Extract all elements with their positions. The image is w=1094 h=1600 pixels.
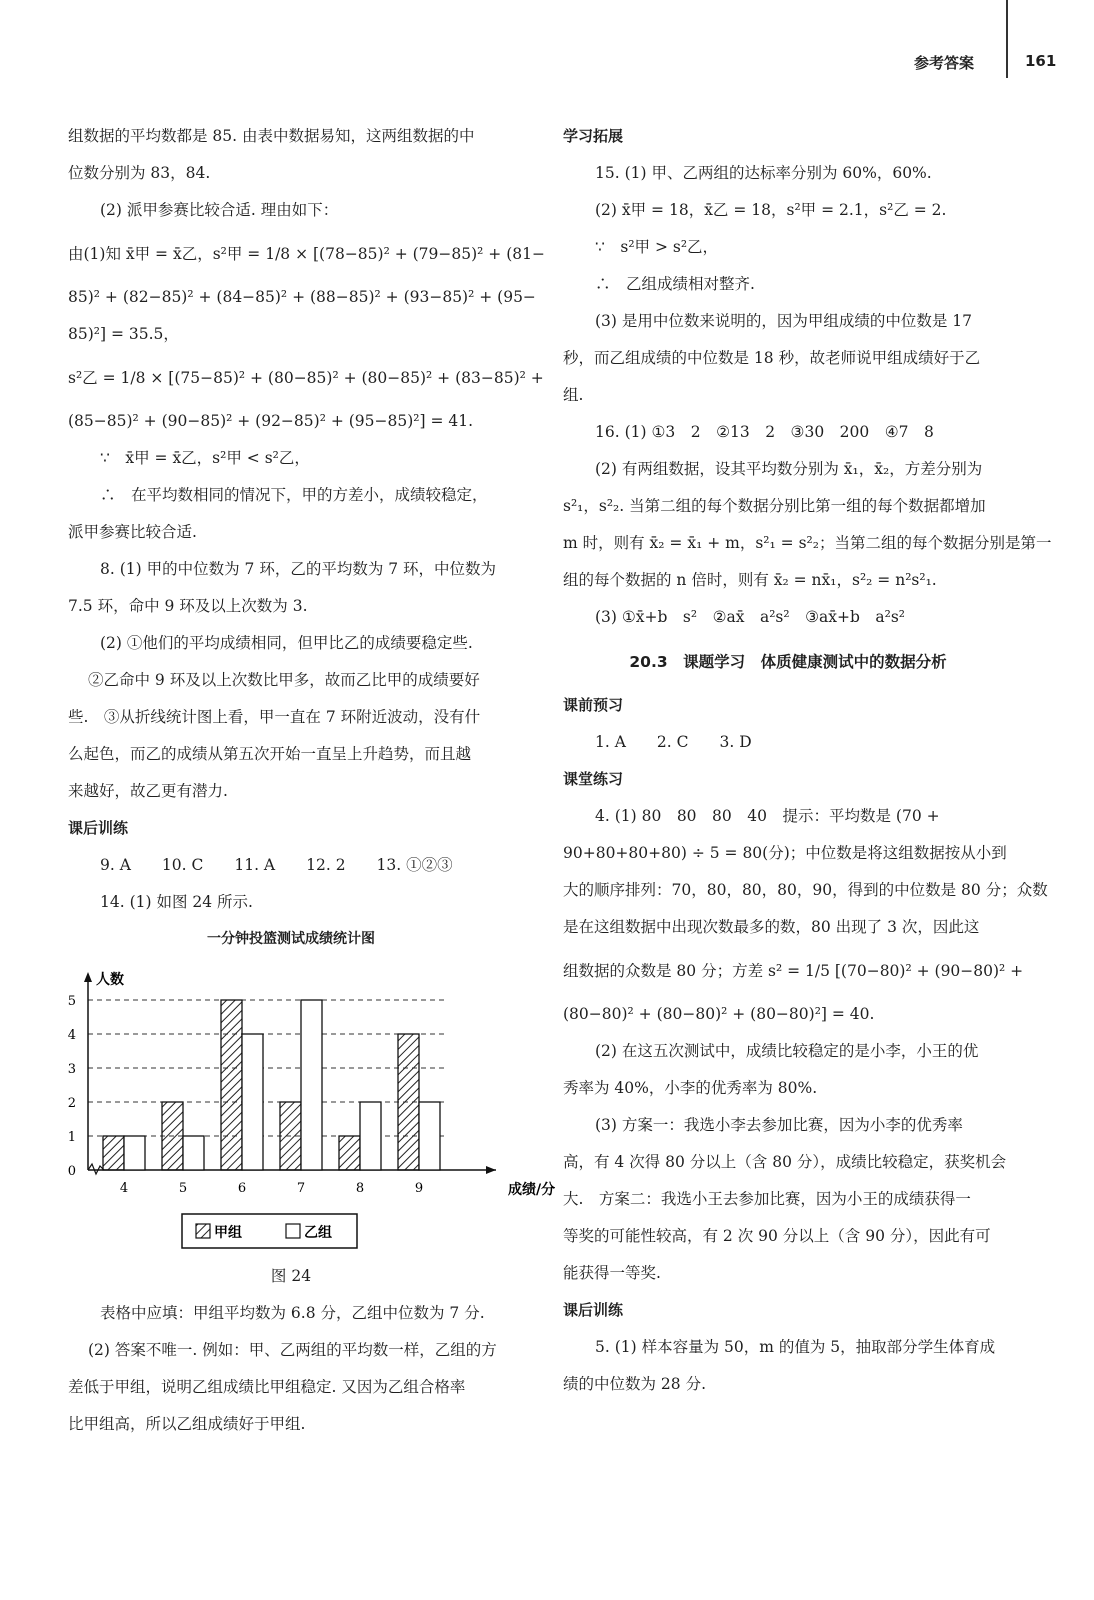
- text-line: ∵ x̄甲 = x̄乙，s²甲 < s²乙，: [100, 449, 310, 467]
- bar-chart: [56, 958, 556, 1258]
- bar-group-b: [419, 1102, 440, 1170]
- text-line: 绩的中位数为 28 分.: [563, 1375, 707, 1393]
- y-tick-label: 2: [67, 1096, 76, 1111]
- x-tick-label: 7: [296, 1181, 306, 1196]
- subheading-class-practice: 课堂练习: [563, 770, 624, 788]
- x-axis-arrow: [486, 1166, 496, 1174]
- bar-group-a: [280, 1102, 301, 1170]
- text-line: (3) 是用中位数来说明的，因为甲组成绩的中位数是 17: [595, 312, 973, 330]
- formula-line: 由(1)知 x̄甲 = x̄乙，s²甲 = 1/8 × [(78−85)² + (79−85)² + (81−: [68, 245, 545, 263]
- bar-group-a: [221, 1000, 242, 1170]
- formula-line: (85−85)² + (90−85)² + (92−85)² + (95−85)²] = 41.: [68, 412, 474, 430]
- page-number: 161: [1025, 52, 1057, 70]
- bar-group-a: [398, 1034, 419, 1170]
- y-axis-arrow: [84, 972, 92, 982]
- answer-line: 14. (1) 如图 24 所示.: [100, 893, 253, 911]
- text-line: (2) ①他们的平均成绩相同，但甲比乙的成绩要稳定些.: [100, 634, 473, 652]
- y-tick-label: 0: [67, 1164, 76, 1179]
- text-line: 等奖的可能性较高，有 2 次 90 分以上（含 90 分），因此有可: [563, 1227, 991, 1245]
- text-line: (2) 在这五次测试中，成绩比较稳定的是小李，小王的优: [595, 1042, 979, 1060]
- text-line: ∴ 乙组成绩相对整齐.: [595, 275, 755, 293]
- x-tick-label: 4: [119, 1181, 129, 1196]
- legend-label-b: 乙组: [304, 1225, 332, 1241]
- text-line: 是在这组数据中出现次数最多的数，80 出现了 3 次，因此这: [563, 918, 980, 936]
- bar-group-b: [301, 1000, 322, 1170]
- header-divider: [1006, 0, 1008, 78]
- text-line: 差低于甲组，说明乙组成绩比甲组稳定. 又因为乙组合格率: [68, 1378, 466, 1396]
- answer-line: 1. A 2. C 3. D: [595, 733, 752, 751]
- subheading-after-class: 课后训练: [68, 819, 129, 837]
- text-line: 高，有 4 次得 80 分以上（含 80 分），成绩比较稳定，获奖机会: [563, 1153, 1007, 1171]
- text-line: 16. (1) ①3 2 ②13 2 ③30 200 ④7 8: [595, 423, 934, 441]
- text-line: ∵ s²甲 > s²乙，: [595, 238, 719, 256]
- text-line: 么起色，而乙的成绩从第五次开始一直呈上升趋势，而且越: [68, 745, 472, 763]
- bar-group-a: [162, 1102, 183, 1170]
- text-line: 大. 方案二：我选小王去参加比赛，因为小王的成绩获得一: [563, 1190, 971, 1208]
- text-line: 90+80+80+80) ÷ 5 = 80(分)；中位数是将这组数据按从小到: [563, 844, 1007, 862]
- text-line: (3) ①x̄+b s² ②ax̄ a²s² ③ax̄+b a²s²: [595, 608, 906, 626]
- bar-group-a: [103, 1136, 124, 1170]
- y-tick-label: 4: [67, 1028, 76, 1043]
- text-line: 大的顺序排列：70，80，80，80，90，得到的中位数是 80 分；众数: [563, 881, 1048, 899]
- legend-label-a: 甲组: [214, 1225, 242, 1241]
- formula-line: 组数据的众数是 80 分；方差 s² = 1/5 [(70−80)² + (90−80)² +: [563, 962, 1024, 980]
- text-line: 5. (1) 样本容量为 50，m 的值为 5，抽取部分学生体育成: [595, 1338, 996, 1356]
- answer-line: 9. A 10. C 11. A 12. 2 13. ①②③: [100, 856, 453, 874]
- text-line: 秒，而乙组成绩的中位数是 18 秒，故老师说甲组成绩好于乙: [563, 349, 981, 367]
- text-line: (2) 有两组数据，设其平均数分别为 x̄₁，x̄₂，方差分别为: [595, 460, 983, 478]
- right-column: [563, 118, 1052, 1403]
- text-line: 些. ③从折线统计图上看，甲一直在 7 环附近波动，没有什: [68, 708, 481, 726]
- bar-group-b: [183, 1136, 204, 1170]
- y-tick-label: 3: [67, 1062, 76, 1077]
- text-line: 表格中应填：甲组平均数为 6.8 分，乙组中位数为 7 分.: [100, 1304, 485, 1322]
- figure-caption: 图 24: [270, 1267, 312, 1285]
- text-line: 比甲组高，所以乙组成绩好于甲组.: [68, 1415, 306, 1433]
- subheading-preview: 课前预习: [563, 696, 624, 714]
- formula-line: 85)²] = 35.5，: [68, 325, 179, 343]
- y-tick-label: 1: [67, 1130, 76, 1145]
- text-line: (3) 方案一：我选小李去参加比赛，因为小李的优秀率: [595, 1116, 963, 1134]
- legend-swatch-a: [196, 1224, 210, 1238]
- header-section-label: 参考答案: [914, 54, 975, 72]
- text-line: 7.5 环，命中 9 环及以上次数为 3.: [68, 597, 308, 615]
- x-tick-label: 5: [178, 1181, 188, 1196]
- text-line: 8. (1) 甲的中位数为 7 环，乙的平均数为 7 环，中位数为: [100, 560, 497, 578]
- x-tick-label: 8: [355, 1181, 365, 1196]
- text-line: (2) x̄甲 = 18，x̄乙 = 18，s²甲 = 2.1，s²乙 = 2.: [595, 201, 947, 219]
- formula-line: (80−80)² + (80−80)² + (80−80)²] = 40.: [563, 1005, 875, 1023]
- left-column: [67, 118, 556, 1443]
- text-line: 15. (1) 甲、乙两组的达标率分别为 60%，60%.: [595, 164, 932, 182]
- text-line: m 时，则有 x̄₂ = x̄₁ + m，s²₁ = s²₂；当第二组的每个数据分别是第一: [563, 534, 1052, 552]
- formula-line: 85)² + (82−85)² + (84−85)² + (88−85)² + (93−85)² + (95−: [68, 288, 536, 306]
- text-line: 派甲参赛比较合适.: [68, 523, 197, 541]
- x-axis-label: 成绩/分: [508, 1182, 556, 1198]
- text-line: 4. (1) 80 80 80 40 提示：平均数是 (70 +: [595, 807, 940, 825]
- y-tick-label: 5: [67, 994, 76, 1009]
- chart-title: 一分钟投篮测试成绩统计图: [207, 931, 375, 947]
- section-title: 20.3 课题学习 体质健康测试中的数据分析: [629, 653, 947, 671]
- bar-group-b: [242, 1034, 263, 1170]
- y-axis-label: 人数: [96, 972, 124, 988]
- x-tick-label: 6: [237, 1181, 247, 1196]
- text-line: 秀率为 40%，小李的优秀率为 80%.: [563, 1079, 818, 1097]
- text-line: ∴ 在平均数相同的情况下，甲的方差小，成绩较稳定，: [100, 486, 488, 504]
- formula-line: s²乙 = 1/8 × [(75−85)² + (80−85)² + (80−85)² + (83−85)² +: [68, 369, 544, 387]
- text-line: 组.: [563, 386, 584, 404]
- legend-swatch-b: [286, 1224, 300, 1238]
- text-line: 来越好，故乙更有潜力.: [68, 782, 228, 800]
- bar-group-a: [339, 1136, 360, 1170]
- x-tick-label: 9: [414, 1181, 424, 1196]
- chart-svg: [56, 958, 556, 1258]
- subheading-extension: 学习拓展: [563, 127, 624, 145]
- text-line: 组的每个数据的 n 倍时，则有 x̄₂ = nx̄₁，s²₂ = n²s²₁.: [563, 571, 937, 589]
- axis-break: [88, 1164, 104, 1174]
- subheading-after-class-2: 课后训练: [563, 1301, 624, 1319]
- text-line: s²₁，s²₂. 当第二组的每个数据分别比第一组的每个数据都增加: [563, 497, 986, 515]
- text-line: 位数分别为 83，84.: [68, 164, 211, 182]
- text-line: (2) 答案不唯一. 例如：甲、乙两组的平均数一样，乙组的方: [88, 1341, 497, 1359]
- text-line: (2) 派甲参赛比较合适. 理由如下：: [100, 201, 339, 219]
- bar-group-b: [360, 1102, 381, 1170]
- text-line: ②乙命中 9 环及以上次数比甲多，故而乙比甲的成绩要好: [88, 671, 480, 689]
- bar-group-b: [124, 1136, 145, 1170]
- text-line: 组数据的平均数都是 85. 由表中数据易知，这两组数据的中: [68, 127, 475, 145]
- text-line: 能获得一等奖.: [563, 1264, 661, 1282]
